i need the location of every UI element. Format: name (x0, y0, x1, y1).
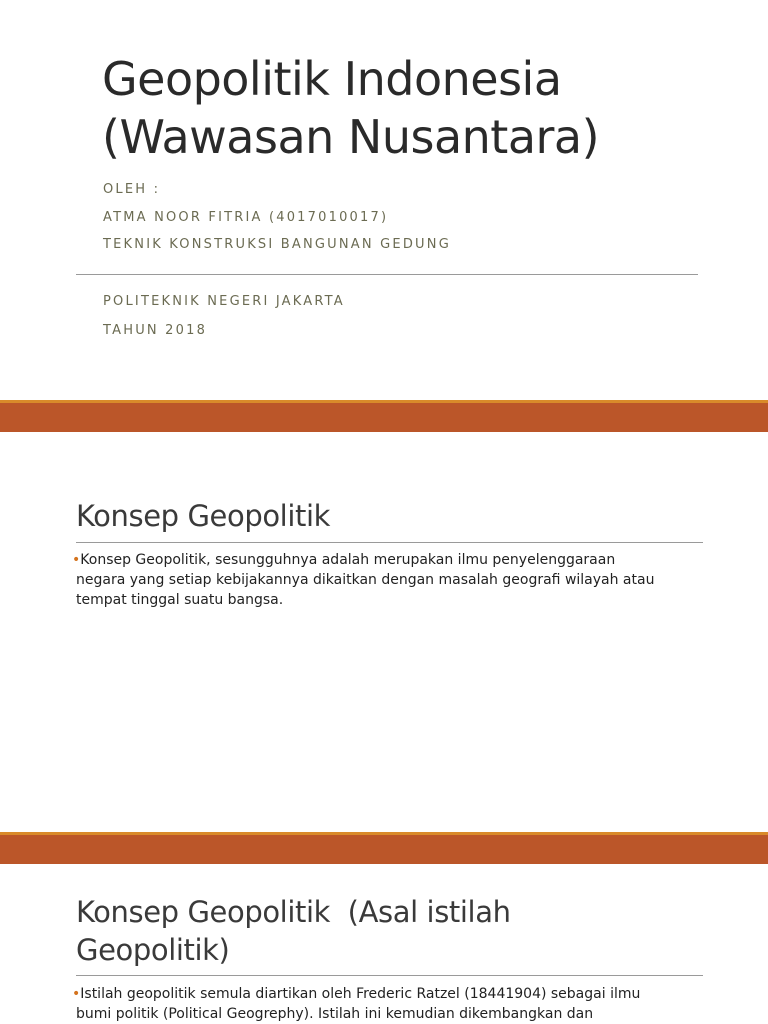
institution-name: POLITEKNIK NEGERI JAKARTA (103, 294, 345, 309)
bullet-line-2: bumi politik (Political Geogrephy). Istilah ini kemudian dikembangkan dan (76, 1006, 594, 1022)
content-slide-konsep (0, 432, 768, 832)
slide-title-line-2: Geopolitik) (76, 933, 230, 967)
title-line-1: Geopolitik Indonesia (102, 52, 562, 106)
bullet-paragraph (72, 550, 708, 610)
content-slide-asal-istilah (0, 864, 768, 1024)
slide-divider-edge (0, 832, 768, 835)
slide-title: Konsep Geopolitik (76, 499, 331, 533)
bullet-line-3: tempat tinggal suatu bangsa. (76, 592, 284, 608)
author-name: ATMA NOOR FITRIA (4017010017) (103, 210, 389, 225)
oleh-label: OLEH : (103, 182, 161, 197)
year-label: TAHUN 2018 (103, 323, 208, 338)
slide-divider-edge (0, 400, 768, 403)
slide-divider-bar (0, 400, 768, 432)
title-slide (0, 0, 768, 400)
bullet-marker: • (72, 986, 81, 1002)
slide-title-rule (76, 542, 703, 543)
bullet-marker: • (72, 552, 81, 568)
slide-title-line-1: Konsep Geopolitik (Asal istilah (76, 895, 511, 929)
title-divider-rule (76, 274, 698, 275)
department-name: TEKNIK KONSTRUKSI BANGUNAN GEDUNG (103, 237, 451, 252)
bullet-line-2: negara yang setiap kebijakannya dikaitkan dengan masalah geografi wilayah atau (76, 572, 655, 588)
bullet-paragraph (72, 984, 708, 1024)
bullet-line-1: •Istilah geopolitik semula diartikan oleh Frederic Ratzel (18441904) sebagai ilmu (72, 986, 641, 1002)
slide-title (76, 893, 511, 969)
page-title (102, 50, 599, 166)
title-line-2: (Wawasan Nusantara) (102, 110, 600, 164)
slide-divider-bar (0, 832, 768, 864)
bullet-line-1: •Konsep Geopolitik, sesungguhnya adalah merupakan ilmu penyelenggaraan (72, 552, 616, 568)
slide-title-rule (76, 975, 703, 976)
